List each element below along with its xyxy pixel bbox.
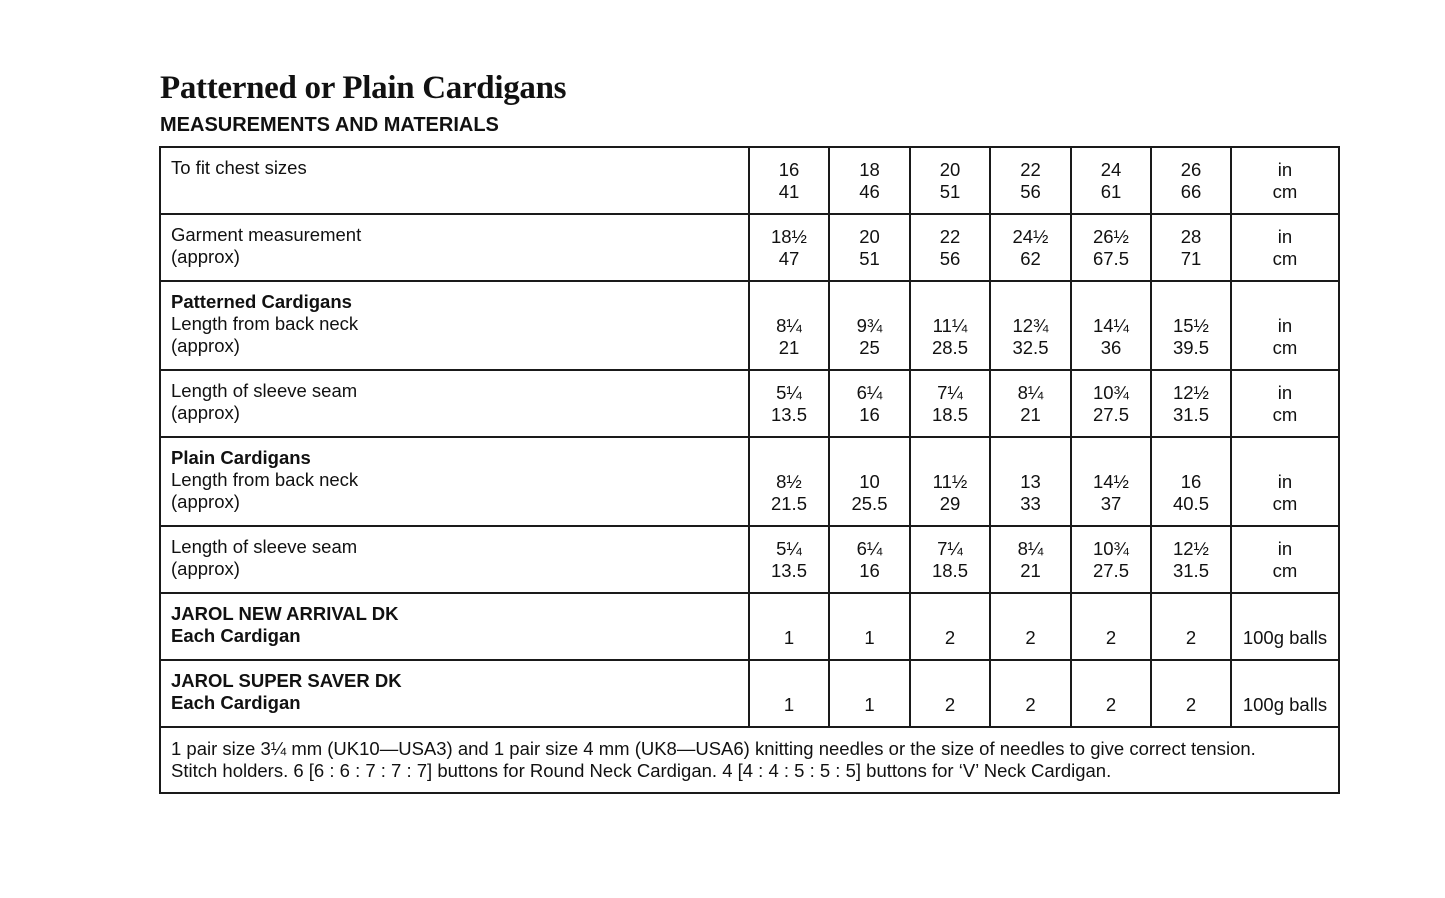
size-value-cell	[1151, 660, 1231, 727]
size-value: 39.5	[1172, 337, 1209, 358]
size-value-cell	[749, 370, 829, 437]
size-value: 8½	[776, 471, 802, 492]
size-value-cell	[829, 660, 910, 727]
size-value-cell	[749, 526, 829, 593]
row-label	[160, 370, 749, 437]
size-value: 25	[859, 337, 880, 358]
unit-label: 100g balls	[1242, 627, 1328, 648]
size-value: 22	[1020, 159, 1041, 180]
size-value: 5¼	[776, 538, 802, 559]
size-value: 7¼	[937, 382, 963, 403]
size-value: 1	[783, 694, 795, 715]
size-value: 37	[1100, 493, 1122, 514]
row-label	[160, 281, 749, 370]
size-value: 32.5	[1012, 337, 1049, 358]
unit-label: in	[1277, 159, 1293, 180]
size-value-cell	[829, 370, 910, 437]
unit-cell	[1231, 593, 1339, 660]
unit-label: in	[1277, 315, 1293, 336]
size-value-cell	[990, 437, 1071, 526]
size-value: 27.5	[1092, 404, 1129, 425]
size-value-cell	[1151, 526, 1231, 593]
size-value: 13	[1020, 471, 1041, 492]
size-value: 71	[1180, 248, 1202, 269]
size-value: 9¾	[856, 315, 883, 336]
size-value: 8¼	[776, 315, 802, 336]
size-value-cell	[1071, 214, 1151, 281]
size-value-cell	[1071, 526, 1151, 593]
table-row	[160, 593, 1339, 660]
size-value: 29	[939, 493, 961, 514]
row-label-line: Plain Cardigans	[171, 447, 311, 468]
size-value: 11¼	[932, 315, 968, 336]
row-label-line: Each Cardigan	[171, 625, 301, 646]
table-row	[160, 526, 1339, 593]
size-value: 20	[859, 226, 880, 247]
size-value: 10	[859, 471, 880, 492]
row-label-line: (approx)	[171, 558, 240, 579]
notes-line-buttons: Stitch holders. 6 [6 : 6 : 7 : 7 : 7] buttons for Round Neck Cardigan. 4 [4 : 4 : 5 : 5 : 5] buttons for ‘V’ Neck Cardigan.	[171, 760, 1112, 781]
size-value-cell	[1071, 437, 1151, 526]
size-value: 16	[1180, 471, 1202, 492]
unit-cell	[1231, 437, 1339, 526]
size-value: 12½	[1172, 382, 1209, 403]
size-value: 1	[783, 627, 795, 648]
row-label-line: (approx)	[171, 335, 240, 356]
unit-label: cm	[1272, 404, 1298, 425]
table-row	[160, 281, 1339, 370]
row-label-line: (approx)	[171, 246, 240, 267]
row-label-line: Length of sleeve seam	[171, 536, 358, 557]
size-value: 22	[939, 226, 961, 247]
size-value: 51	[939, 181, 961, 202]
row-label-line: Length from back neck	[171, 313, 359, 334]
size-value-cell	[829, 437, 910, 526]
size-value: 36	[1100, 337, 1122, 358]
size-value-cell	[910, 660, 990, 727]
size-value: 41	[778, 181, 800, 202]
size-value: 21.5	[770, 493, 807, 514]
size-value: 16	[859, 560, 880, 581]
row-label-line: Length of sleeve seam	[171, 380, 358, 401]
notes-line-needles: 1 pair size 3¼ mm (UK10—USA3) and 1 pair size 4 mm (UK8—USA6) knitting needles or the size of needles to give correct tension.	[171, 738, 1256, 759]
unit-label: in	[1277, 471, 1293, 492]
size-value: 33	[1020, 493, 1041, 514]
unit-label: in	[1277, 382, 1293, 403]
unit-cell	[1231, 660, 1339, 727]
unit-label: in	[1277, 538, 1293, 559]
size-value: 2	[944, 627, 956, 648]
unit-label: cm	[1272, 337, 1298, 358]
size-value: 14½	[1092, 471, 1129, 492]
size-value: 27.5	[1092, 560, 1129, 581]
size-value: 11½	[932, 471, 968, 492]
row-label-line: Each Cardigan	[171, 692, 301, 713]
size-value: 16	[778, 159, 800, 180]
size-value-cell	[829, 214, 910, 281]
size-value-cell	[990, 370, 1071, 437]
size-value-cell	[1071, 660, 1151, 727]
size-value-cell	[829, 281, 910, 370]
size-value-cell	[1151, 281, 1231, 370]
size-value: 26	[1180, 159, 1202, 180]
size-value: 18	[859, 159, 880, 180]
size-value-cell	[1151, 147, 1231, 214]
size-value-cell	[1151, 370, 1231, 437]
size-value: 21	[1020, 404, 1041, 425]
size-value: 21	[1020, 560, 1041, 581]
row-label-line: Patterned Cardigans	[171, 291, 352, 312]
unit-label: cm	[1272, 493, 1298, 514]
measurements-table-body	[160, 147, 1339, 727]
row-label-line: To fit chest sizes	[171, 157, 307, 178]
row-label	[160, 526, 749, 593]
table-row	[160, 147, 1339, 214]
size-value: 67.5	[1092, 248, 1129, 269]
size-value-cell	[749, 437, 829, 526]
row-label	[160, 214, 749, 281]
size-value-cell	[829, 593, 910, 660]
size-value: 24	[1100, 159, 1122, 180]
unit-cell	[1231, 370, 1339, 437]
row-label	[160, 147, 749, 214]
unit-cell	[1231, 214, 1339, 281]
size-value: 13.5	[770, 560, 807, 581]
table-row	[160, 660, 1339, 727]
size-value-cell	[990, 281, 1071, 370]
unit-cell	[1231, 526, 1339, 593]
size-value: 56	[939, 248, 961, 269]
size-value-cell	[990, 214, 1071, 281]
size-value: 21	[778, 337, 800, 358]
size-value-cell	[829, 147, 910, 214]
size-value: 40.5	[1172, 493, 1209, 514]
size-value: 6¼	[856, 538, 883, 559]
size-value: 8¼	[1017, 382, 1044, 403]
size-value: 10¾	[1092, 382, 1129, 403]
unit-label: cm	[1272, 560, 1298, 581]
row-label-line: (approx)	[171, 402, 240, 423]
size-value: 26½	[1092, 226, 1129, 247]
size-value-cell	[910, 370, 990, 437]
size-value-cell	[990, 593, 1071, 660]
size-value-cell	[1071, 147, 1151, 214]
row-label	[160, 593, 749, 660]
size-value: 10¾	[1092, 538, 1129, 559]
size-value: 31.5	[1172, 404, 1209, 425]
size-value-cell	[910, 593, 990, 660]
size-value: 25.5	[851, 493, 888, 514]
size-value: 31.5	[1172, 560, 1209, 581]
size-value: 18.5	[931, 560, 968, 581]
size-value-cell	[990, 526, 1071, 593]
size-value: 12¾	[1012, 315, 1049, 336]
size-value: 28	[1180, 226, 1202, 247]
size-value: 66	[1180, 181, 1202, 202]
size-value: 1	[864, 694, 875, 715]
size-value-cell	[829, 526, 910, 593]
size-value: 24½	[1012, 226, 1049, 247]
size-value: 2	[1105, 694, 1117, 715]
size-value-cell	[749, 593, 829, 660]
size-value: 28.5	[931, 337, 968, 358]
unit-cell	[1231, 147, 1339, 214]
size-value: 1	[864, 627, 875, 648]
size-value-cell	[1071, 370, 1151, 437]
size-value: 8¼	[1017, 538, 1044, 559]
size-value: 16	[859, 404, 880, 425]
size-value: 2	[1025, 694, 1036, 715]
row-label-line: Garment measurement	[171, 224, 362, 245]
materials-notes	[160, 727, 1339, 793]
size-value: 12½	[1172, 538, 1209, 559]
size-value-cell	[1151, 593, 1231, 660]
row-label-line: JAROL SUPER SAVER DK	[171, 670, 402, 691]
size-value-cell	[990, 660, 1071, 727]
unit-label: cm	[1272, 181, 1298, 202]
table-row	[160, 437, 1339, 526]
size-value: 56	[1020, 181, 1041, 202]
size-value-cell	[749, 147, 829, 214]
unit-cell	[1231, 281, 1339, 370]
row-label	[160, 660, 749, 727]
size-value-cell	[1151, 214, 1231, 281]
size-value-cell	[749, 281, 829, 370]
measurements-table	[159, 146, 1340, 794]
size-value-cell	[910, 281, 990, 370]
unit-label: 100g balls	[1242, 694, 1328, 715]
size-value: 14¼	[1092, 315, 1129, 336]
size-value: 7¼	[937, 538, 963, 559]
size-value: 61	[1100, 181, 1122, 202]
size-value-cell	[1151, 437, 1231, 526]
size-value: 2	[944, 694, 956, 715]
size-value: 2	[1185, 627, 1197, 648]
size-value: 15½	[1172, 315, 1209, 336]
size-value-cell	[910, 437, 990, 526]
size-value-cell	[990, 147, 1071, 214]
size-value: 2	[1185, 694, 1197, 715]
size-value: 13.5	[770, 404, 807, 425]
unit-label: cm	[1272, 248, 1298, 269]
size-value-cell	[749, 214, 829, 281]
size-value: 18½	[770, 226, 807, 247]
unit-label: in	[1277, 226, 1293, 247]
size-value: 51	[859, 248, 880, 269]
size-value: 62	[1020, 248, 1041, 269]
size-value: 6¼	[856, 382, 883, 403]
page-title: Patterned or Plain Cardigans	[160, 70, 567, 106]
notes-row	[160, 727, 1339, 793]
size-value-cell	[1071, 281, 1151, 370]
page-subtitle: MEASUREMENTS AND MATERIALS	[160, 114, 499, 136]
size-value: 18.5	[931, 404, 968, 425]
row-label-line: JAROL NEW ARRIVAL DK	[171, 603, 399, 624]
size-value: 20	[939, 159, 961, 180]
size-value: 46	[859, 181, 880, 202]
size-value: 2	[1105, 627, 1117, 648]
size-value: 2	[1025, 627, 1036, 648]
size-value-cell	[910, 147, 990, 214]
row-label	[160, 437, 749, 526]
size-value-cell	[749, 660, 829, 727]
size-value: 5¼	[776, 382, 802, 403]
size-value-cell	[910, 214, 990, 281]
table-row	[160, 370, 1339, 437]
table-row	[160, 214, 1339, 281]
size-value-cell	[1071, 593, 1151, 660]
size-value: 47	[778, 248, 800, 269]
size-value-cell	[910, 526, 990, 593]
row-label-line: (approx)	[171, 491, 240, 512]
row-label-line: Length from back neck	[171, 469, 359, 490]
